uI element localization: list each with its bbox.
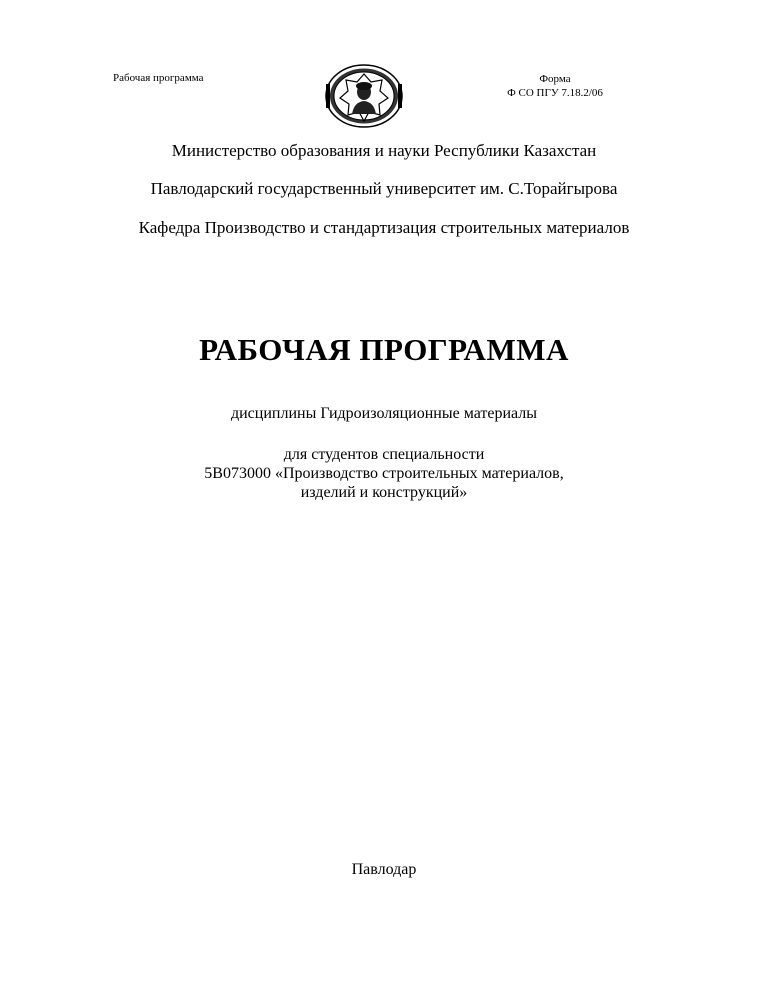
discipline-line: дисциплины Гидроизоляционные материалы xyxy=(230,405,538,422)
university-emblem-icon xyxy=(324,64,404,128)
form-label: Форма xyxy=(539,73,571,85)
header-left-text: Рабочая программа xyxy=(113,72,204,84)
specialty-line-2: изделий и конструкций» xyxy=(300,484,468,501)
university-line: Павлодарский государственный университет им. С.Торайгырова xyxy=(150,179,618,198)
ministry-line: Министерство образования и науки Республики Казахстан xyxy=(171,141,597,160)
city-line: Павлодар xyxy=(351,861,417,878)
audience-line: для студентов специальности xyxy=(283,446,485,463)
form-code: Ф СО ПГУ 7.18.2/06 xyxy=(507,87,603,99)
specialty-line-1: 5В073000 «Производство строительных материалов, xyxy=(204,465,564,482)
department-line: Кафедра Производство и стандартизация строительных материалов xyxy=(138,218,630,237)
document-title: РАБОЧАЯ ПРОГРАММА xyxy=(199,332,569,367)
